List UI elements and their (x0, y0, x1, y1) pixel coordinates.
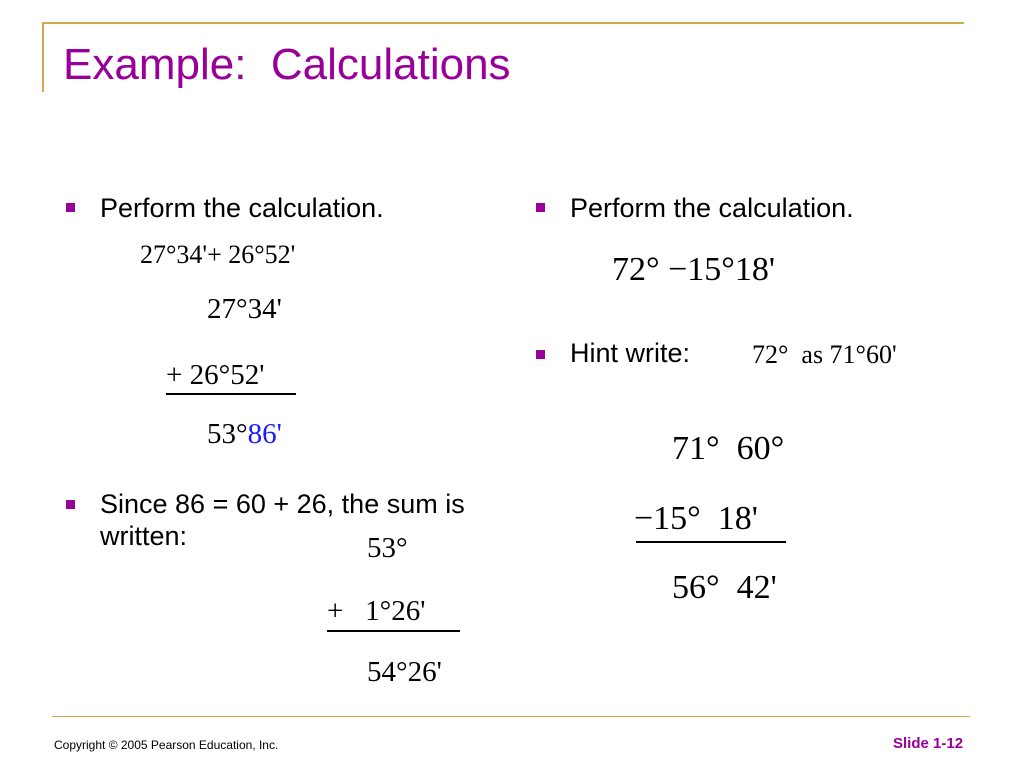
bullet-marker (536, 350, 545, 359)
right-sub-result: 56° 42' (672, 569, 777, 606)
top-frame-line (42, 22, 964, 24)
bullet-marker (536, 203, 545, 212)
copyright-text: Copyright © 2005 Pearson Education, Inc. (54, 738, 279, 752)
right-hint-expression: 72° as 71°60' (752, 340, 897, 369)
left-inline-expression: 27°34'+ 26°52' (140, 240, 296, 269)
right-sub-rule (636, 541, 786, 543)
right-inline-expression: 72° −15°18' (612, 251, 775, 288)
left-sum-rule (166, 393, 296, 395)
left-sum (207, 420, 282, 449)
right-sub-bottom: −15° 18' (634, 500, 758, 537)
slide-number: Slide 1-12 (893, 735, 964, 752)
bullet-marker (66, 500, 75, 509)
footer-line (52, 716, 970, 717)
right-bullet-1: Perform the calculation. (570, 193, 854, 223)
left-result-rule (327, 630, 460, 632)
left-bullet-1: Perform the calculation. (100, 193, 384, 223)
left-addend-top: 27°34' (207, 293, 282, 325)
left-result-top: 53° (367, 532, 408, 564)
bullet-marker (66, 203, 75, 212)
left-sum-minutes: 86' (247, 418, 282, 450)
right-bullet-2-label: Hint write: (570, 338, 691, 368)
slide-title: Example: Calculations (63, 40, 511, 89)
right-sub-top: 71° 60° (672, 430, 785, 467)
left-frame-line (42, 22, 44, 92)
left-result-addend: + 1°26' (327, 595, 426, 627)
left-addend-bottom: + 26°52' (166, 359, 265, 391)
left-sum-degrees: 53° (207, 418, 248, 450)
left-bullet-2: Since 86 = 60 + 26, the sum is written: (100, 489, 465, 551)
left-result-final: 54°26' (367, 656, 442, 688)
